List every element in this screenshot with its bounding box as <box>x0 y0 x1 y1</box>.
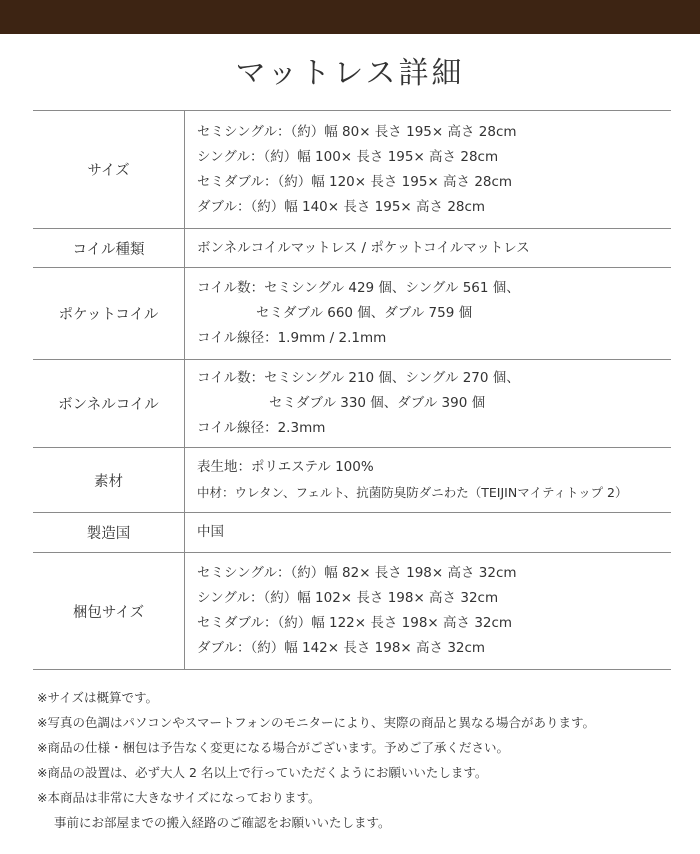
value-line: セミシングル：（約）幅 82× 長さ 198× 高さ 32cm <box>197 565 517 581</box>
row-value-country <box>185 513 672 553</box>
row-value-material <box>185 448 672 513</box>
value-line: セミダブル 660 個、ダブル 759 個 <box>256 305 473 321</box>
value-line: 中国 <box>197 524 224 540</box>
note-item: ※商品の設置は、必ず大人 2 名以上で行っていただくようにお願いいたします。 <box>37 765 488 780</box>
value-line: 中材：ウレタン、フェルト、抗菌防臭防ダニわた（TEIJINマイティトップ 2） <box>197 485 628 500</box>
note-item: ※写真の色調はパソコンやスマートフォンのモニターにより、実際の商品と異なる場合があります。 <box>37 715 595 730</box>
row-label-size: サイズ <box>33 111 185 229</box>
table-row-material <box>33 448 671 513</box>
row-value-package-size <box>185 553 672 670</box>
value-line: セミダブル 330 個、ダブル 390 個 <box>269 395 486 411</box>
row-label-bonnell-coil: ボンネルコイル <box>33 360 185 448</box>
row-value-size <box>185 111 672 229</box>
row-value-coil-type <box>185 229 672 268</box>
row-label-material: 素材 <box>33 448 185 513</box>
table-row-country <box>33 513 671 553</box>
value-line: コイル線径：2.3mm <box>197 420 326 436</box>
row-label-package-size: 梱包サイズ <box>33 553 185 670</box>
value-line: セミダブル：（約）幅 122× 長さ 198× 高さ 32cm <box>197 615 513 631</box>
page-title: マットレス詳細 <box>235 56 465 91</box>
table-row-size <box>33 111 671 229</box>
value-line: コイル数：セミシングル 429 個、シングル 561 個、 <box>197 280 520 296</box>
value-line: ボンネルコイルマットレス / ポケットコイルマットレス <box>197 239 530 256</box>
table-row-package-size <box>33 553 671 670</box>
table-row-pocket-coil <box>33 268 671 360</box>
row-value-bonnell-coil <box>185 360 672 448</box>
value-line: シングル：（約）幅 102× 長さ 198× 高さ 32cm <box>197 590 499 606</box>
spec-table <box>33 110 671 670</box>
note-item: ※商品の仕様・梱包は予告なく変更になる場合がございます。予めご了承ください。 <box>37 740 509 755</box>
value-line: セミシングル：（約）幅 80× 長さ 195× 高さ 28cm <box>197 123 517 140</box>
value-line: ダブル：（約）幅 142× 長さ 198× 高さ 32cm <box>197 640 486 656</box>
value-line: ダブル：（約）幅 140× 長さ 195× 高さ 28cm <box>197 198 486 215</box>
notes-section <box>37 685 687 835</box>
note-item: ※サイズは概算です。 <box>37 690 158 705</box>
note-item: 事前にお部屋までの搬入経路のご確認をお願いいたします。 <box>54 815 391 830</box>
value-line: シングル：（約）幅 100× 長さ 195× 高さ 28cm <box>197 148 499 165</box>
table-row-coil-type <box>33 229 671 268</box>
table-row-bonnell-coil <box>33 360 671 448</box>
row-value-pocket-coil <box>185 268 672 360</box>
row-label-country: 製造国 <box>33 513 185 553</box>
value-line: セミダブル：（約）幅 120× 長さ 195× 高さ 28cm <box>197 173 513 190</box>
row-label-pocket-coil: ポケットコイル <box>33 268 185 360</box>
top-decorative-bar <box>0 0 700 34</box>
row-label-coil-type: コイル種類 <box>33 229 185 268</box>
value-line: コイル数：セミシングル 210 個、シングル 270 個、 <box>197 370 520 386</box>
value-line: コイル線径：1.9mm / 2.1mm <box>197 330 387 346</box>
value-line: 表生地：ポリエステル 100% <box>197 459 374 475</box>
note-item: ※本商品は非常に大きなサイズになっております。 <box>37 790 321 805</box>
